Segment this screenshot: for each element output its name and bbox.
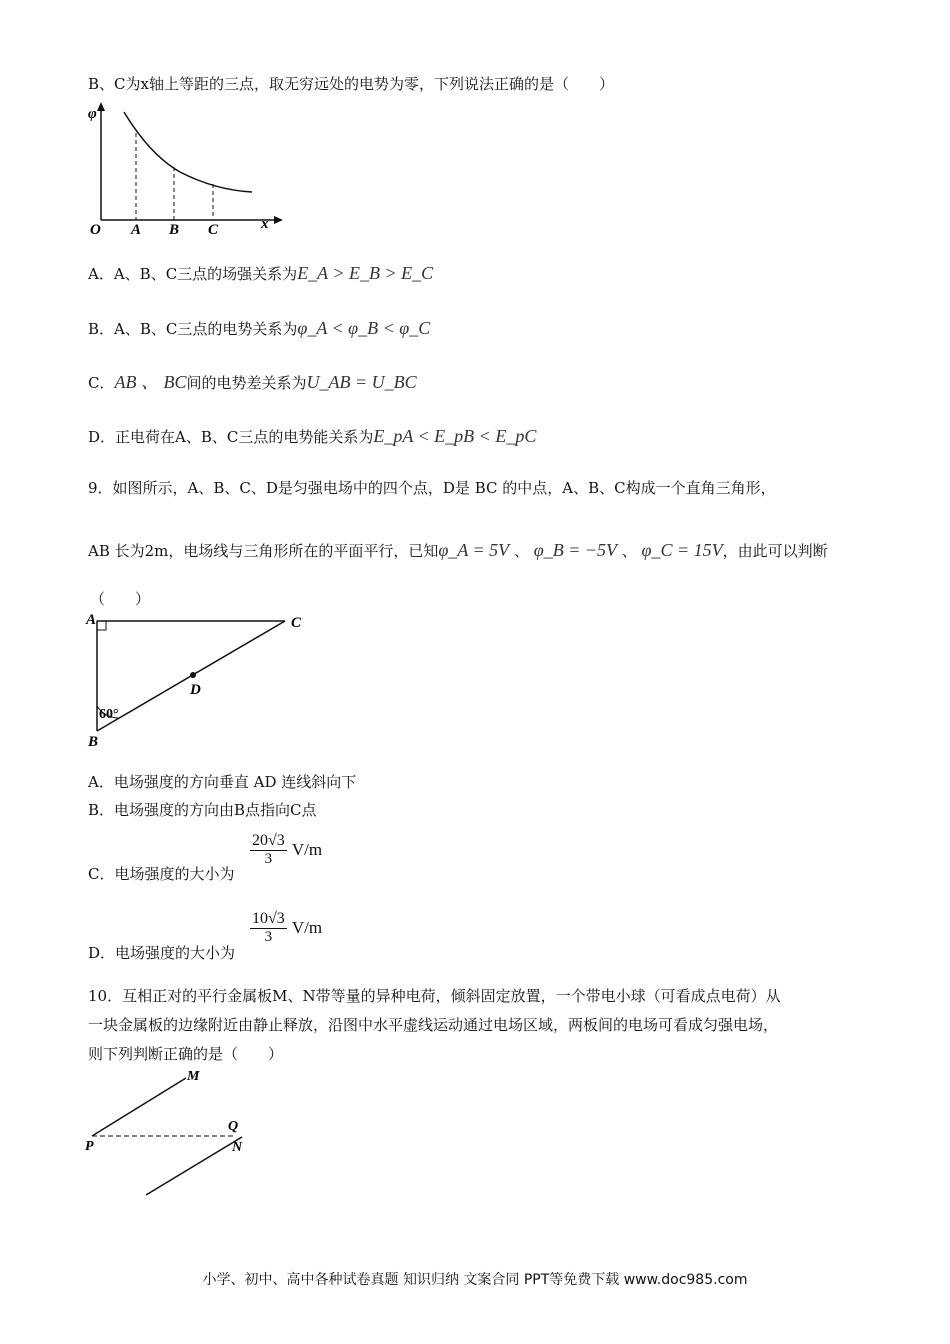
- q8-option-a-label: A．: [88, 265, 114, 283]
- q8-option-c-label: C．: [88, 374, 115, 392]
- q9-option-d-text: 电场强度的大小为: [115, 944, 236, 962]
- q9-option-c: [88, 864, 235, 884]
- q9-option-c-value: [250, 832, 322, 868]
- q9-option-d: [88, 943, 235, 963]
- q8-option-b-label: B．: [88, 320, 115, 338]
- q8-option-c-math: U_AB = U_BC: [306, 372, 417, 392]
- q8-graph-point-a: A: [131, 222, 142, 238]
- q8-option-a-math: E_A > E_B > E_C: [297, 263, 434, 283]
- q9-stem-line3: （ ）: [90, 590, 151, 608]
- q10-label-p: P: [85, 1139, 94, 1154]
- q9-label-c: C: [291, 615, 302, 631]
- q8-option-c: [88, 372, 417, 393]
- q9-stem-line2-b: ，由此可以判断: [722, 542, 828, 560]
- q10-label-n: N: [232, 1140, 243, 1155]
- q10-stem-line1: 10．互相正对的平行金属板M、N带等量的异种电荷，倾斜固定放置，一个带电小球（可看成点电荷）从: [88, 987, 781, 1005]
- q9-option-d-fraction: [250, 910, 287, 946]
- q9-phi-c: φ_C = 15V: [641, 540, 723, 560]
- q9-option-b-text: 电场强度的方向由B点指向C点: [114, 801, 317, 819]
- q9-option-c-text: 电场强度的大小为: [114, 865, 235, 883]
- q9-option-d-unit: V/m: [291, 918, 323, 937]
- q9-option-c-numerator: 20√3: [252, 832, 285, 849]
- q9-option-a-text: 电场强度的方向垂直 AD 连线斜向下: [113, 773, 357, 791]
- q9-option-b: [88, 800, 317, 820]
- q9-stem-line1: 9．如图所示，A、B、C、D是匀强电场中的四个点，D是 BC 的中点，A、B、C构成一个直角三角形，: [88, 479, 776, 497]
- q9-option-d-denominator: 3: [264, 929, 273, 945]
- q10-label-m: M: [187, 1069, 200, 1084]
- q8-graph-point-c: C: [208, 222, 219, 238]
- q8-potential-graph: [80, 100, 290, 240]
- q8-option-a-text: A、B、C三点的场强关系为: [113, 265, 298, 283]
- q8-option-a: [88, 263, 433, 284]
- q10-plates-figure: [84, 1065, 254, 1200]
- q9-stem-line2-a: AB 长为2m，电场线与三角形所在的平面平行，已知: [88, 542, 439, 560]
- q9-angle-label: 60°: [99, 707, 119, 722]
- q8-option-b-math: φ_A < φ_B < φ_C: [297, 318, 431, 338]
- q10-stem-line3: 则下列判断正确的是（ ）: [88, 1045, 284, 1063]
- page-footer: 小学、初中、高中各种试卷真题 知识归纳 文案合同 PPT等免费下载 www.doc985.com: [202, 1272, 748, 1288]
- q8-option-d-text: 正电荷在A、B、C三点的电势能关系为: [115, 428, 374, 446]
- q8-option-c-pre: AB 、 BC: [114, 372, 187, 392]
- q9-label-b: B: [88, 734, 99, 750]
- q8-option-d: [88, 426, 536, 447]
- q8-option-d-math: E_pA < E_pB < E_pC: [373, 426, 537, 446]
- q9-stem-line2: AB 长为2m，电场线与三角形所在的平面平行，已知φ_A = 5V 、 φ_B = −5V 、 φ_C = 15V，由此可以判断: [88, 540, 828, 560]
- q9-option-a-label: A．: [88, 773, 114, 791]
- q10-stem-line2: 一块金属板的边缘附近由静止释放，沿图中水平虚线运动通过电场区域，两板间的电场可看成匀强电场，: [88, 1016, 779, 1034]
- q9-option-a: [88, 772, 356, 792]
- q9-option-b-label: B．: [88, 801, 115, 819]
- q9-option-d-numerator: 10√3: [252, 910, 285, 927]
- q9-label-d: D: [190, 682, 201, 698]
- q9-phi-a: φ_A = 5V: [438, 540, 510, 560]
- q9-option-d-value: [250, 910, 322, 946]
- q10-label-q: Q: [228, 1119, 239, 1134]
- q9-label-a: A: [86, 612, 97, 628]
- q8-option-d-label: D．: [88, 428, 116, 446]
- q9-option-c-fraction: [250, 832, 287, 868]
- q8-graph-origin-label: O: [90, 222, 101, 238]
- q8-option-b-text: A、B、C三点的电势关系为: [114, 320, 298, 338]
- q9-option-c-unit: V/m: [291, 840, 323, 859]
- q9-phi-b: φ_B = −5V: [533, 540, 617, 560]
- q8-option-b: [88, 318, 430, 339]
- q8-option-c-text: 间的电势差关系为: [186, 374, 307, 392]
- q8-graph-x-label: x: [261, 216, 269, 232]
- q9-option-c-label: C．: [88, 865, 115, 883]
- q9-triangle-figure: [82, 610, 312, 750]
- q8-graph-point-b: B: [169, 222, 180, 238]
- q9-option-d-label: D．: [88, 944, 116, 962]
- q9-option-c-denominator: 3: [264, 851, 273, 867]
- q8-stem: B、C为x轴上等距的三点，取无穷远处的电势为零，下列说法正确的是（ ）: [88, 75, 614, 93]
- q8-graph-phi-label: φ: [88, 106, 97, 122]
